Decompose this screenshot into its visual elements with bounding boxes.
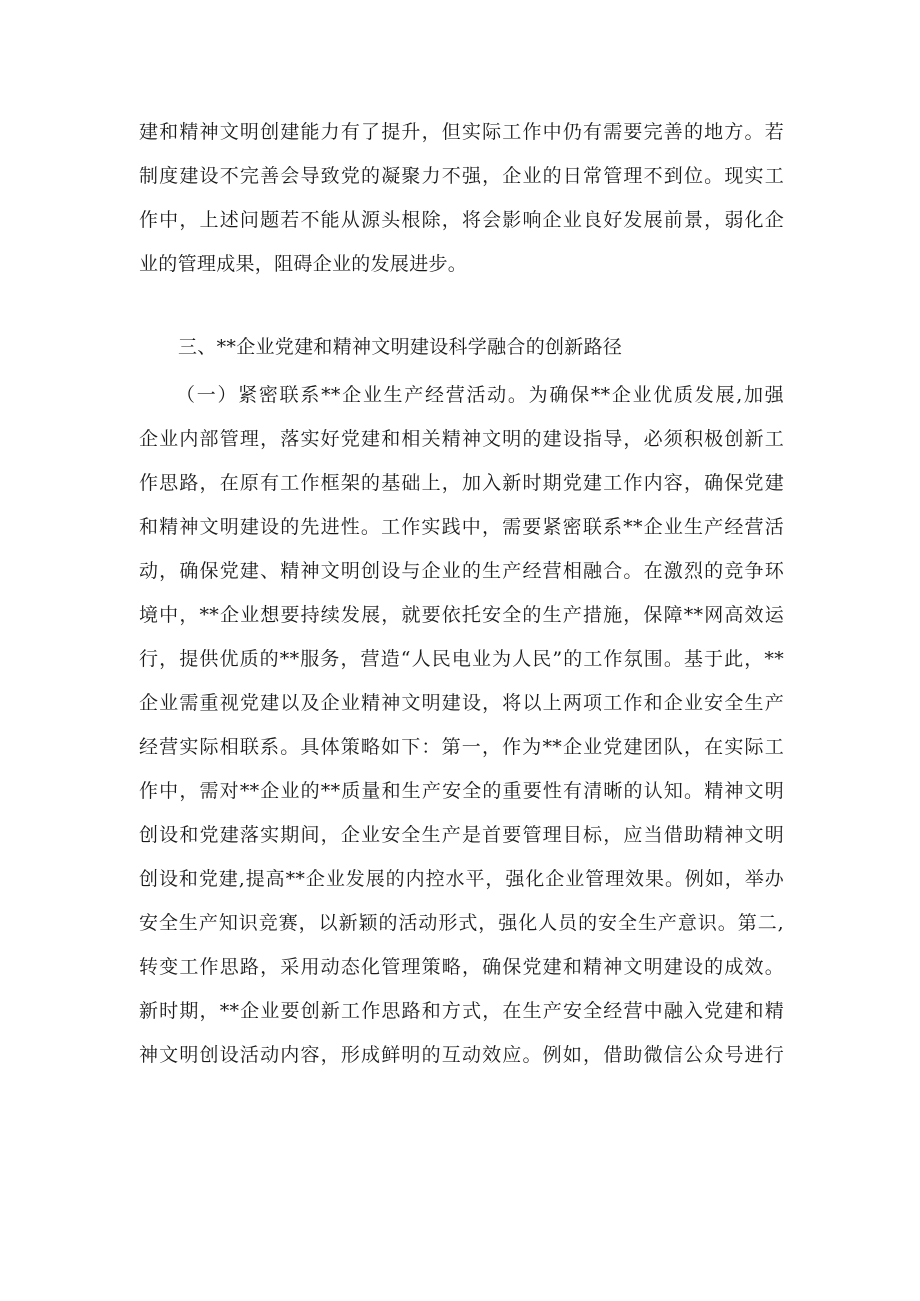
section-heading: 三、**企业党建和精神文明建设科学融合的创新路径 <box>178 336 623 358</box>
paragraph-line: 作中，上述问题若不能从源头根除，将会影响企业良好发展前景，弱化企 <box>139 209 784 231</box>
paragraph-line: 和精神文明建设的先进性。工作实践中，需要紧密联系**企业生产经营活 <box>139 516 784 538</box>
paragraph-line: 企业内部管理，落实好党建和相关精神文明的建设指导，必须积极创新工 <box>139 428 784 450</box>
paragraph-line: 作中，需对**企业的**质量和生产安全的重要性有清晰的认知。精神文明 <box>139 780 784 802</box>
paragraph-line: 建和精神文明创建能力有了提升，但实际工作中仍有需要完善的地方。若 <box>139 121 784 143</box>
paragraph-line: 企业需重视党建以及企业精神文明建设，将以上两项工作和企业安全生产 <box>139 692 784 714</box>
paragraph-line: 创设和党建落实期间，企业安全生产是首要管理目标，应当借助精神文明 <box>139 824 784 846</box>
paragraph-line: 行，提供优质的**服务，营造“人民电业为人民”的工作氛围。基于此，** <box>139 648 784 670</box>
paragraph-line: 经营实际相联系。具体策略如下：第一，作为**企业党建团队，在实际工 <box>139 736 784 758</box>
paragraph-line: （一）紧密联系**企业生产经营活动。为确保**企业优质发展,加强 <box>176 384 784 406</box>
paragraph-line: 神文明创设活动内容，形成鲜明的互动效应。例如，借助微信公众号进行 <box>139 1044 784 1066</box>
paragraph-2 <box>139 373 784 1077</box>
paragraph-line: 业的管理成果，阻碍企业的发展进步。 <box>139 253 468 275</box>
paragraph-line: 动，确保党建、精神文明创设与企业的生产经营相融合。在激烈的竞争环 <box>139 560 784 582</box>
paragraph-line: 安全生产知识竞赛，以新颖的活动形式，强化人员的安全生产意识。第二, <box>139 912 784 934</box>
paragraph-line: 境中，**企业想要持续发展，就要依托安全的生产措施，保障**网高效运 <box>139 604 784 626</box>
paragraph-line: 制度建设不完善会导致党的凝聚力不强，企业的日常管理不到位。现实工 <box>139 165 784 187</box>
paragraph-line: 作思路，在原有工作框架的基础上，加入新时期党建工作内容，确保党建 <box>139 472 784 494</box>
paragraph-line: 创设和党建,提高**企业发展的内控水平，强化企业管理效果。例如，举办 <box>139 868 784 890</box>
paragraph-1 <box>139 110 784 286</box>
paragraph-line: 转变工作思路，采用动态化管理策略，确保党建和精神文明建设的成效。 <box>139 956 784 978</box>
paragraph-line: 新时期，**企业要创新工作思路和方式，在生产安全经营中融入党建和精 <box>139 1000 784 1022</box>
